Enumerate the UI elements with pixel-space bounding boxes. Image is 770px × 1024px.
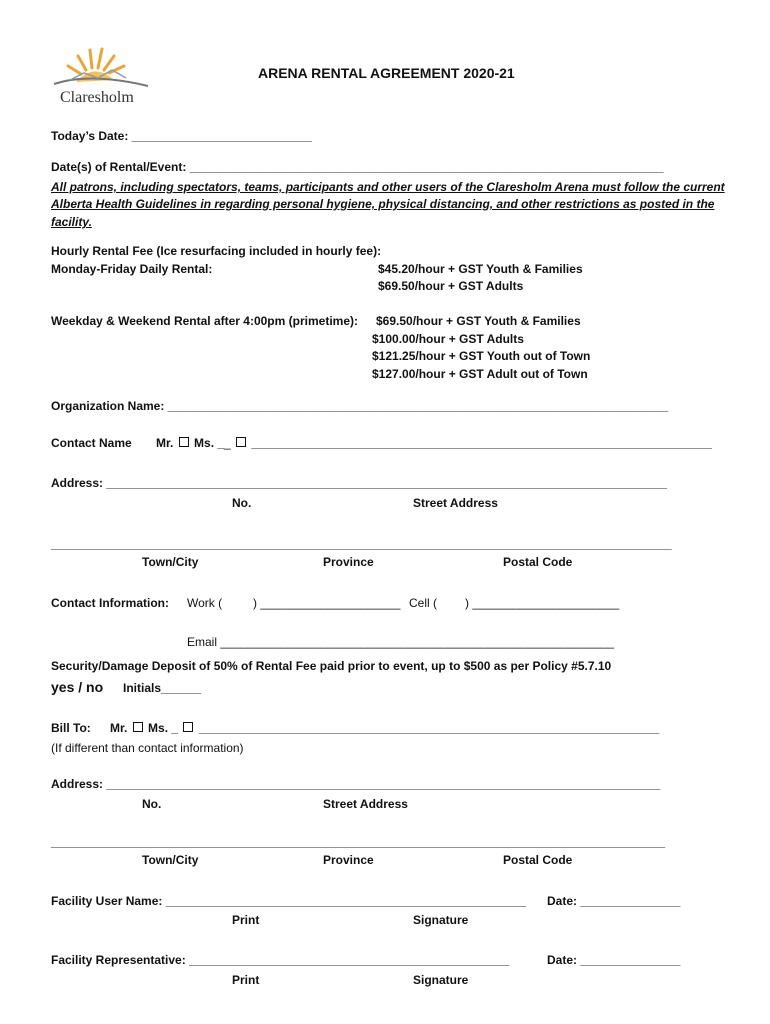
weekday-youth-rate: $45.20/hour + GST Youth & Families: [378, 262, 583, 276]
address-no-label: No.: [232, 496, 252, 510]
primetime-label: Weekday & Weekend Rental after 4:00pm (primetime):: [51, 314, 358, 328]
notice-line-3: facility.: [51, 215, 92, 229]
page-title: ARENA RENTAL AGREEMENT 2020-21: [258, 65, 515, 81]
bill-mr-checkbox[interactable]: [133, 722, 143, 732]
primetime-adult-rate: $100.00/hour + GST Adults: [372, 332, 524, 346]
contact-name-label: Contact Name: [51, 436, 132, 450]
bill-address-no-label: No.: [142, 797, 162, 811]
primetime-youth-out-rate: $121.25/hour + GST Youth out of Town: [372, 349, 591, 363]
contact-title-group: [156, 436, 712, 451]
work-phone-field[interactable]: ) _____________________: [253, 596, 401, 610]
province-label: Province: [323, 555, 374, 569]
bill-ms-checkbox[interactable]: [183, 722, 193, 732]
town-line-field[interactable]: _____________________________________________________________________________________________: [51, 537, 672, 551]
notice-line-2: Alberta Health Guidelines in regarding personal hygiene, physical distancing, and other restrictions as posted in the: [51, 197, 715, 211]
bill-address-field[interactable]: Address: ___________________________________________________________________________________: [51, 777, 661, 791]
cell-label: Cell (: [409, 596, 438, 610]
ms-label: Ms. _: [194, 436, 225, 450]
email-field[interactable]: Email ___________________________________________________________: [187, 635, 615, 649]
organization-name-field[interactable]: Organization Name: ___________________________________________________________________________: [51, 399, 669, 413]
postal-code-label: Postal Code: [503, 555, 573, 569]
facility-rep-signature-label: Signature: [413, 973, 469, 987]
facility-user-name-field[interactable]: Facility User Name: ______________________________________________________: [51, 894, 527, 908]
work-label: Work (: [187, 596, 223, 610]
facility-representative-field[interactable]: Facility Representative: ________________________________________________: [51, 953, 510, 967]
primetime-adult-out-rate: $127.00/hour + GST Adult out of Town: [372, 367, 588, 381]
cell-phone-field[interactable]: ) ______________________: [465, 596, 620, 610]
ms-underscore-spacer: _: [224, 436, 231, 450]
bill-postal-code-label: Postal Code: [503, 853, 573, 867]
mr-checkbox[interactable]: [179, 437, 189, 447]
primetime-youth-rate: $69.50/hour + GST Youth & Families: [376, 314, 581, 328]
todays-date-field[interactable]: Today’s Date: ___________________________: [51, 129, 312, 143]
bill-mr-label: Mr.: [110, 721, 128, 735]
deposit-statement: Security/Damage Deposit of 50% of Rental Fee paid prior to event, up to $500 as per Policy #5.7.10: [51, 659, 612, 673]
town-city-label: Town/City: [142, 555, 199, 569]
contact-information-label: Contact Information:: [51, 596, 169, 610]
contact-name-line[interactable]: _____________________________________________________________________: [251, 436, 712, 450]
facility-user-signature-label: Signature: [413, 913, 469, 927]
bill-to-note: (If different than contact information): [51, 741, 244, 755]
bill-town-line-field[interactable]: ____________________________________________________________________________________________: [51, 835, 665, 849]
address-field[interactable]: Address: ____________________________________________________________________________________: [51, 476, 667, 490]
facility-user-date-field[interactable]: Date: _______________: [547, 894, 681, 908]
bill-to-name-line[interactable]: _____________________________________________________________________: [198, 721, 660, 735]
bill-street-address-label: Street Address: [323, 797, 408, 811]
ms-checkbox[interactable]: [236, 437, 246, 447]
facility-rep-date-field[interactable]: Date: _______________: [547, 953, 681, 967]
notice-line-1: All patrons, including spectators, teams, participants and other users of the Claresholm Arena must follow the current: [51, 180, 725, 194]
deposit-initials-field[interactable]: Initials______: [123, 681, 202, 695]
fees-heading: Hourly Rental Fee (Ice resurfacing included in hourly fee):: [51, 244, 382, 258]
weekday-label: Monday-Friday Daily Rental:: [51, 262, 213, 276]
bill-ms-label: Ms. _: [148, 721, 179, 735]
claresholm-logo: [50, 42, 150, 117]
weekday-adult-rate: $69.50/hour + GST Adults: [378, 279, 524, 293]
deposit-yes-no[interactable]: yes / no: [51, 679, 104, 695]
facility-rep-print-label: Print: [232, 973, 260, 987]
street-address-label: Street Address: [413, 496, 498, 510]
bill-province-label: Province: [323, 853, 374, 867]
logo-text: Claresholm: [60, 89, 134, 106]
rental-dates-field[interactable]: Date(s) of Rental/Event: _______________________________________________________________________: [51, 160, 664, 174]
bill-to-title-group: [110, 721, 659, 736]
bill-to-label: Bill To:: [51, 721, 91, 735]
facility-user-print-label: Print: [232, 913, 260, 927]
bill-town-city-label: Town/City: [142, 853, 199, 867]
mr-label: Mr.: [156, 436, 174, 450]
